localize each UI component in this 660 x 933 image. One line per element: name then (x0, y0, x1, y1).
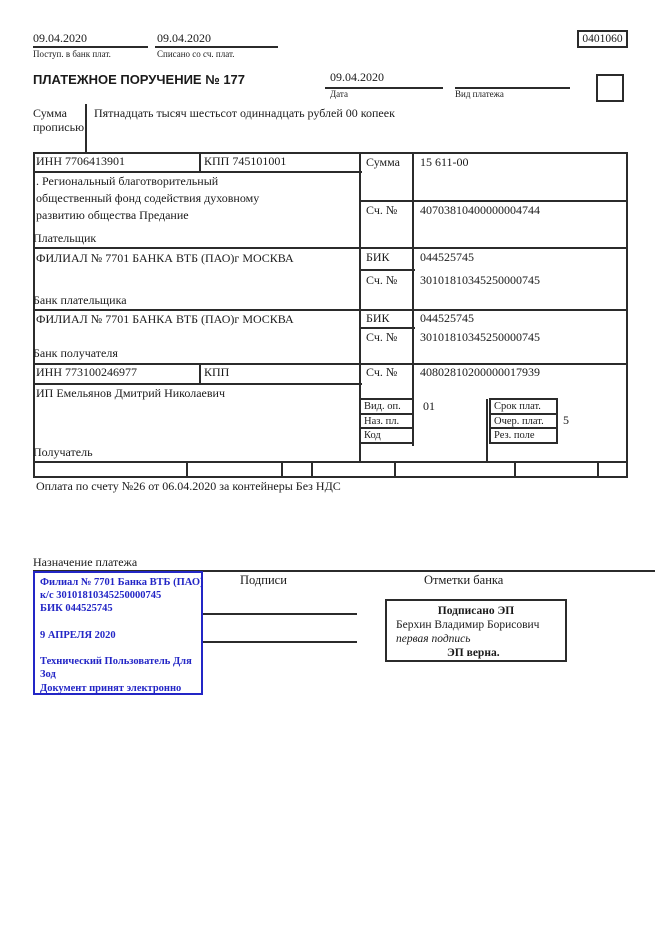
stamp-line: к/с 30101810345250000745 (40, 590, 162, 602)
amount-value: 15 611-00 (420, 155, 469, 169)
divider (33, 46, 148, 48)
divider (360, 327, 415, 329)
divider (311, 461, 313, 478)
ocher-plat-value: 5 (563, 413, 569, 427)
beneficiary-account-value: 40802810200000017939 (420, 365, 540, 379)
doc-date: 09.04.2020 (330, 70, 384, 84)
srok-plat-label: Срок плат. (489, 398, 558, 415)
beneficiary-bank-bik-label: БИК (366, 311, 390, 325)
payer-bank-bik-label: БИК (366, 250, 390, 264)
bank-marks-header: Отметки банка (424, 573, 504, 587)
vid-op-label: Вид. оп. (359, 398, 414, 415)
payer-label: Плательщик (33, 231, 97, 245)
beneficiary-bank-account-label: Сч. № (366, 330, 398, 344)
payer-account-label: Сч. № (366, 203, 398, 217)
beneficiary-kpp: КПП (204, 365, 230, 379)
divider (33, 247, 628, 249)
beneficiary-account-label: Сч. № (366, 365, 398, 379)
debited-label: Списано со сч. плат. (157, 49, 235, 59)
payer-bank-account-value: 30101810345250000745 (420, 273, 540, 287)
received-label: Поступ. в банк плат. (33, 49, 111, 59)
esign-box (385, 599, 567, 662)
bank-stamp (33, 571, 203, 695)
purpose-label: Назначение платежа (33, 555, 138, 569)
divider (360, 269, 415, 271)
rez-pole-label: Рез. поле (489, 427, 558, 444)
divider (33, 309, 628, 311)
received-date: 09.04.2020 (33, 31, 87, 45)
signatures-header: Подписи (240, 573, 287, 587)
stamp-line: 9 АПРЕЛЯ 2020 (40, 629, 116, 641)
esign-name: Берхин Владимир Борисович (396, 619, 540, 631)
stamp-line: Технический Пользователь Для (40, 656, 192, 668)
divider (33, 152, 35, 478)
divider (155, 46, 278, 48)
payer-name-line: общественный фонд содействия духовному (36, 191, 260, 205)
esign-verified: ЭП верна. (447, 647, 500, 659)
amount-label: Сумма (366, 155, 400, 169)
debited-date: 09.04.2020 (157, 31, 211, 45)
esign-subtitle: первая подпись (396, 633, 471, 645)
ocher-plat-label: Очер. плат. (489, 413, 558, 429)
payer-bank-bik-value: 044525745 (420, 250, 474, 264)
amount-in-words: Пятнадцать тысяч шестьсот одиннадцать рублей 00 копеек (94, 106, 395, 120)
payer-kpp: КПП 745101001 (204, 154, 287, 168)
payment-type-checkbox (596, 74, 624, 102)
stamp-line: Зод (40, 669, 56, 681)
esign-title: Подписано ЭП (437, 605, 515, 617)
stamp-line: Документ принят электронно (40, 682, 182, 694)
divider (394, 461, 396, 478)
signature-line-2 (202, 641, 357, 643)
beneficiary-bank-label: Банк получателя (33, 346, 118, 360)
payment-type-label: Вид платежа (455, 89, 504, 99)
divider (486, 399, 488, 463)
divider (199, 152, 201, 173)
divider (626, 152, 628, 478)
vid-op-value: 01 (423, 399, 435, 413)
purpose-text: Оплата по счету №26 от 06.04.2020 за контейнеры Без НДС (36, 479, 341, 493)
beneficiary-inn: ИНН 773100246977 (36, 365, 137, 379)
beneficiary-bank-name: ФИЛИАЛ № 7701 БАНКА ВТБ (ПАО)г МОСКВА (36, 312, 294, 326)
divider (199, 363, 201, 385)
payer-inn: ИНН 7706413901 (36, 154, 125, 168)
payer-name-line: . Региональный благотворительный (36, 174, 219, 188)
payer-name-line: развитию общества Предание (36, 208, 189, 222)
divider (33, 476, 628, 478)
beneficiary-bank-bik-value: 044525745 (420, 311, 474, 325)
stamp-line (40, 616, 199, 629)
amount-words-label-1: Сумма (33, 106, 67, 120)
form-code-box: 0401060 (577, 30, 628, 48)
divider (360, 200, 628, 202)
divider (85, 104, 87, 153)
stamp-line: БИК 044525745 (40, 603, 113, 615)
payer-bank-label: Банк плательщика (33, 293, 127, 307)
amount-words-label-2: прописью (33, 120, 85, 134)
divider (514, 461, 516, 478)
beneficiary-label: Получатель (33, 445, 93, 459)
naz-pl-label: Наз. пл. (359, 413, 414, 429)
kod-label: Код (359, 427, 414, 444)
stamp-line (40, 642, 199, 655)
divider (33, 383, 362, 385)
divider (281, 461, 283, 478)
payer-account-value: 40703810400000004744 (420, 203, 540, 217)
stamp-line: Филиал № 7701 Банка ВТБ (ПАО) (40, 577, 204, 588)
payer-bank-account-label: Сч. № (366, 273, 398, 287)
divider (33, 461, 628, 463)
divider (33, 171, 362, 173)
beneficiary-name: ИП Емельянов Дмитрий Николаевич (36, 386, 225, 400)
date-label: Дата (330, 89, 348, 99)
payer-bank-name: ФИЛИАЛ № 7701 БАНКА ВТБ (ПАО)г МОСКВА (36, 251, 294, 265)
divider (186, 461, 188, 478)
doc-title: ПЛАТЕЖНОЕ ПОРУЧЕНИЕ № 177 (33, 72, 246, 87)
signature-line-1 (202, 613, 357, 615)
divider (597, 461, 599, 478)
beneficiary-bank-account-value: 30101810345250000745 (420, 330, 540, 344)
